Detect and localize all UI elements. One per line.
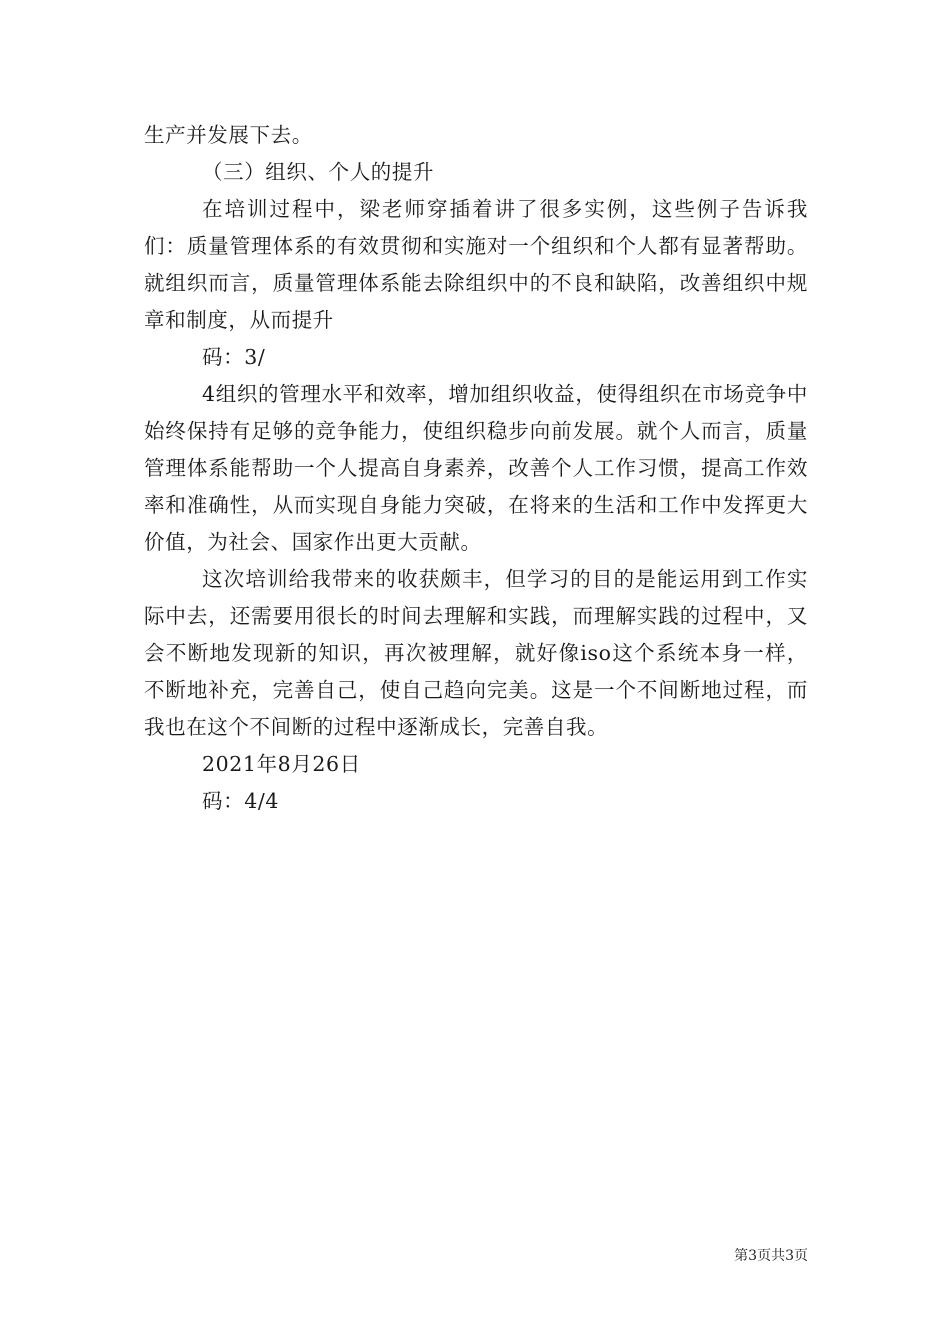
paragraph-training-examples: 在培训过程中，梁老师穿插着讲了很多实例，这些例子告诉我们：质量管理体系的有效贯彻和实施对一个组织和个人都有显著帮助。就组织而言，质量管理体系能去除组织中的不良和缺陷，改善组织中规章和制度，从而提升 [144,197,808,332]
page-code-marker: 码：3/ [202,345,266,369]
page-number-footer: 第3页共3页 [734,1248,808,1264]
paragraph-organization-benefits: 4组织的管理水平和效率，增加组织收益，使得组织在市场竞争中始终保持有足够的竞争能力，使组织稳步向前发展。就个人而言，质量管理体系能帮助一个人提高自身素养，改善个人工作习惯，提高工作效率和准确性，从而实现自身能力突破，在将来的生活和工作中发挥更大价值，为社会、国家作出更大贡献。 [144,382,808,554]
page-code-marker-end: 码：4/4 [202,789,279,813]
paragraph-conclusion: 这次培训给我带来的收获颇丰，但学习的目的是能运用到工作实际中去，还需要用很长的时间去理解和实践，而理解实践的过程中，又会不断地发现新的知识，再次被理解，就好像iso这个系统本身一样，不断地补充，完善自己，使自己趋向完美。这是一个不间断地过程，而我也在这个不间断的过程中逐渐成长，完善自我。 [144,567,808,739]
section-heading: （三）组织、个人的提升 [202,160,435,184]
paragraph-continuation: 生产并发展下去。 [144,123,313,147]
document-date: 2021年8月26日 [202,752,361,776]
document-body [144,117,808,820]
